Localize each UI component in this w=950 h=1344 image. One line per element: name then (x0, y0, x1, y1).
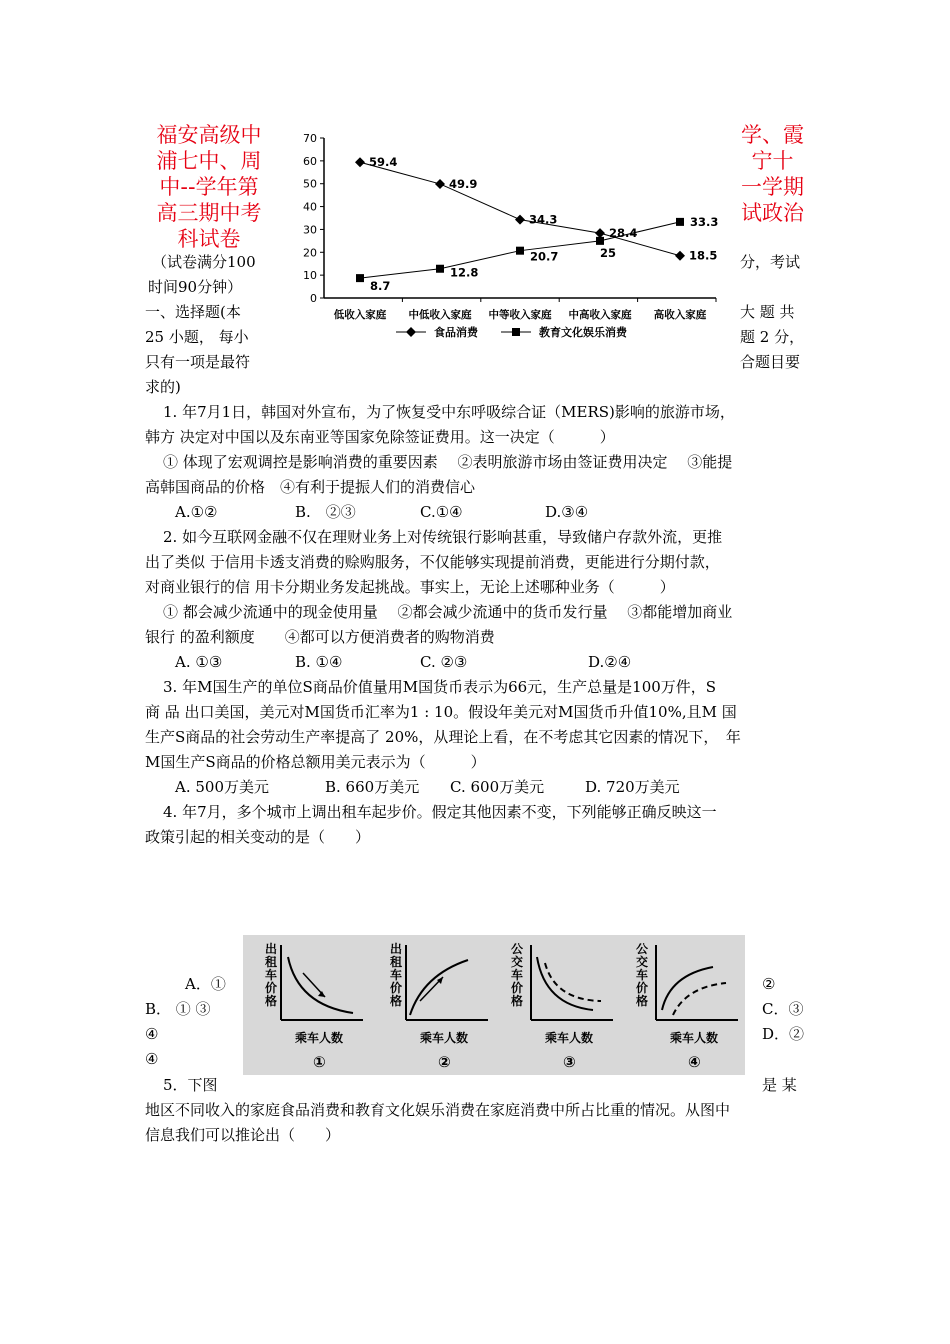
q1-line: ① 体现了宏观调控是影响消费的重要因素 ②表明旅游市场由签证费用决定 ③能提 (163, 453, 733, 471)
education-point (596, 237, 604, 245)
q4-option-d-cont: ④ (145, 1050, 159, 1068)
section-right-1: 大 题 共 (740, 303, 795, 321)
q3-line: 商 品 出口美国，美元对M国货币汇率为1 : 10。假设年美元对M国货币升值10%,且M 国 (145, 703, 737, 721)
legend-food-label: 食品消费 (434, 326, 478, 339)
legend-education-label: 教育文化娱乐消费 (539, 326, 627, 339)
y-tick-label: 60 (303, 154, 317, 168)
q3-option-c[interactable]: C. 600万美元 (450, 778, 545, 796)
info-right: 分，考试 (740, 253, 801, 271)
education-point (356, 274, 364, 282)
title-line: 中--学年第 (159, 175, 259, 199)
graph-1-xlabel: 乘车人数 (295, 1031, 344, 1045)
graph-1-ylabel (265, 941, 278, 1008)
q1-option-b[interactable]: B. ②③ (295, 503, 356, 521)
x-tick-label: 中低收入家庭 (408, 309, 472, 321)
title-line: 试政治 (741, 201, 804, 225)
q3-option-a[interactable]: A. 500万美元 (175, 778, 269, 796)
ylabel-char: 格 (511, 994, 524, 1008)
ylabel-char: 价 (636, 981, 649, 995)
title-line: 科试卷 (177, 227, 241, 251)
q2-option-a[interactable]: A. ①③ (175, 653, 223, 671)
q5-line: 地区不同收入的家庭食品消费和教育文化娱乐消费在家庭消费中所占比重的情况。从图中 (145, 1101, 731, 1119)
ylabel-char: 价 (511, 981, 524, 995)
q4-option-a-cont: ② (762, 975, 776, 993)
x-tick-label: 中高收入家庭 (568, 309, 632, 321)
ylabel-char: 车 (265, 968, 278, 982)
graph-3-xlabel: 乘车人数 (545, 1031, 594, 1045)
ylabel-char: 出 (265, 942, 278, 956)
x-tick-label: 高收入家庭 (653, 309, 707, 321)
q4-option-c[interactable]: C．③ (762, 1000, 804, 1018)
legend-education-marker (512, 328, 520, 336)
education-point (516, 247, 524, 255)
info-left-1: （试卷满分100 (152, 253, 256, 271)
arrowhead (318, 991, 325, 997)
shifted-curve (673, 983, 726, 1015)
food-point (675, 251, 685, 261)
legend-food-marker (406, 327, 416, 337)
q3-option-d[interactable]: D. 720万美元 (585, 778, 680, 796)
q2-option-d[interactable]: D.②④ (588, 653, 632, 671)
education-data-label: 33.3 (690, 214, 719, 229)
consumption-line-chart (296, 128, 728, 342)
q4-line: 4. 年7月，多个城市上调出租车起步价。假定其他因素不变，下列能够正确反映这一 (163, 803, 717, 821)
food-point (595, 228, 605, 238)
q4-option-b[interactable]: B． ① ③ (145, 1000, 211, 1018)
education-data-label: 25 (600, 245, 617, 260)
food-data-label: 18.5 (689, 248, 718, 263)
graph-2 (390, 941, 488, 1071)
graph-4-number: ④ (688, 1053, 701, 1071)
food-point (355, 157, 365, 167)
q2-line: 银行 的盈利额度 ④都可以方便消费者的购物消费 (145, 628, 495, 646)
q2-line: 2. 如今互联网金融不仅在理财业务上对传统银行影响甚重，导致储户存款外流，更推 (163, 528, 723, 546)
title-line: 宁十 (751, 149, 794, 173)
section-right-2: 题 2 分， (740, 328, 805, 346)
title-line: 一学期 (741, 175, 804, 199)
food-data-label: 59.4 (369, 155, 398, 170)
food-point (435, 179, 445, 189)
education-data-label: 20.7 (530, 249, 559, 264)
q3-option-b[interactable]: B. 660万美元 (325, 778, 420, 796)
education-point (436, 265, 444, 273)
q1-line: 高韩国商品的价格 ④有利于提振人们的消费信心 (145, 478, 476, 496)
ylabel-char: 车 (511, 968, 524, 982)
ylabel-char: 车 (390, 968, 403, 982)
q5-line: 信息我们可以推论出（ ） (145, 1126, 341, 1144)
y-tick-label: 50 (303, 177, 317, 191)
q4-line: 政策引起的相关变动的是（ ） (145, 828, 371, 846)
q2-line: 出了类似 于信用卡透支消费的赊购服务，不仅能够实现提前消费，更能进行分期付款， (145, 553, 720, 571)
exam-title-right (735, 122, 810, 226)
q4-option-b-cont: ④ (145, 1025, 159, 1043)
graph-2-xlabel: 乘车人数 (420, 1031, 469, 1045)
section-left-2: 25 小题， 每小 (145, 328, 249, 346)
q4-graphs-image (243, 935, 745, 1075)
ylabel-char: 公 (636, 942, 649, 956)
food-data-label: 49.9 (449, 176, 478, 191)
food-series-line (360, 162, 680, 255)
y-tick-label: 70 (303, 132, 317, 145)
x-tick-label: 中等收入家庭 (488, 309, 552, 321)
q2-line: ① 都会减少流通中的现金使用量 ②都会减少流通中的货币发行量 ③都能增加商业 (163, 603, 733, 621)
q5-start: 5．下图 (163, 1076, 218, 1094)
exam-title-left (150, 122, 268, 252)
q5-end: 是 某 (762, 1076, 797, 1094)
education-data-label: 12.8 (450, 265, 479, 280)
graph-2-ylabel (390, 941, 403, 1008)
graph-4 (636, 942, 738, 1071)
graph-3 (511, 942, 613, 1071)
ylabel-char: 交 (636, 955, 649, 969)
q3-line: 3. 年M国生产的单位S商品价值量用M国货币表示为66元，生产总量是100万件，S (163, 678, 717, 696)
y-tick-label: 40 (303, 200, 317, 214)
ylabel-char: 格 (390, 994, 403, 1008)
ylabel-char: 车 (636, 968, 649, 982)
q1-line: 韩方 决定对中国以及东南亚等国家免除签证费用。这一决定（ ） (145, 428, 615, 446)
chart-svg (296, 128, 728, 342)
ylabel-char: 格 (265, 994, 278, 1008)
y-tick-label: 10 (303, 269, 317, 283)
q4-option-d[interactable]: D．② (762, 1025, 805, 1043)
supply-curve (410, 960, 468, 1015)
ylabel-char: 价 (390, 981, 403, 995)
y-tick-label: 30 (303, 223, 317, 237)
q2-line: 对商业银行的信 用卡分期业务发起挑战。事实上，无论上述哪种业务（ ） (145, 578, 675, 596)
graph-ylabel-text (265, 941, 278, 1008)
q4-graphs-svg (243, 935, 745, 1075)
ylabel-char: 公 (511, 942, 524, 956)
food-point (515, 215, 525, 225)
ylabel-char: 租 (265, 955, 278, 969)
info-left-2: 时间90分钟） (148, 278, 243, 296)
q3-line: 生产S商品的社会劳动生产率提高了 20%，从理论上看，在不考虑其它因素的情况下， 年 (145, 728, 741, 746)
q1-option-a[interactable]: A.①② (175, 503, 218, 521)
section-left-1: 一、选择题(本 (145, 303, 241, 321)
q2-option-c[interactable]: C. ②③ (420, 653, 468, 671)
q1-option-c[interactable]: C.①④ (420, 503, 463, 521)
y-tick-label: 20 (303, 246, 317, 260)
title-line: 学、霞 (741, 123, 804, 147)
ylabel-char: 格 (636, 994, 649, 1008)
section-left-3: 只有一项是最符 (145, 353, 251, 371)
title-line: 福安高级中 (156, 123, 262, 147)
title-line: 浦七中、周 (156, 149, 262, 173)
section-right-3: 合题目要 (740, 353, 801, 371)
food-data-label: 28.4 (609, 226, 638, 241)
supply-curve (662, 967, 713, 1010)
ylabel-char: 出 (390, 942, 403, 956)
x-tick-label: 低收入家庭 (333, 309, 387, 321)
demand-curve (288, 957, 353, 1013)
graph-4-ylabel (636, 942, 648, 1008)
shifted-curve (545, 963, 601, 1001)
graph-2-number: ② (438, 1053, 451, 1071)
ylabel-char: 价 (265, 981, 278, 995)
food-data-label: 34.3 (529, 212, 558, 227)
graph-1 (265, 941, 363, 1071)
graph-3-ylabel (511, 942, 523, 1008)
graph-1-number: ① (313, 1053, 326, 1071)
education-data-label: 8.7 (370, 279, 391, 294)
education-point (676, 218, 684, 226)
graph-3-number: ③ (563, 1053, 576, 1071)
q1-line: 1. 年7月1日，韩国对外宣布，为了恢复受中东呼吸综合证（MERS)影响的旅游市场， (163, 403, 735, 421)
graph-4-xlabel: 乘车人数 (670, 1031, 719, 1045)
q3-line: M国生产S商品的价格总额用美元表示为（ ） (145, 753, 486, 771)
q1-option-d[interactable]: D.③④ (545, 503, 589, 521)
ylabel-char: 交 (511, 955, 524, 969)
section-left-4: 求的) (145, 378, 181, 396)
q2-option-b[interactable]: B. ①④ (295, 653, 343, 671)
title-line: 高三期中考 (156, 201, 262, 225)
y-tick-label: 0 (310, 292, 317, 305)
ylabel-char: 租 (390, 955, 403, 969)
q4-option-a[interactable]: A．① (185, 975, 226, 993)
